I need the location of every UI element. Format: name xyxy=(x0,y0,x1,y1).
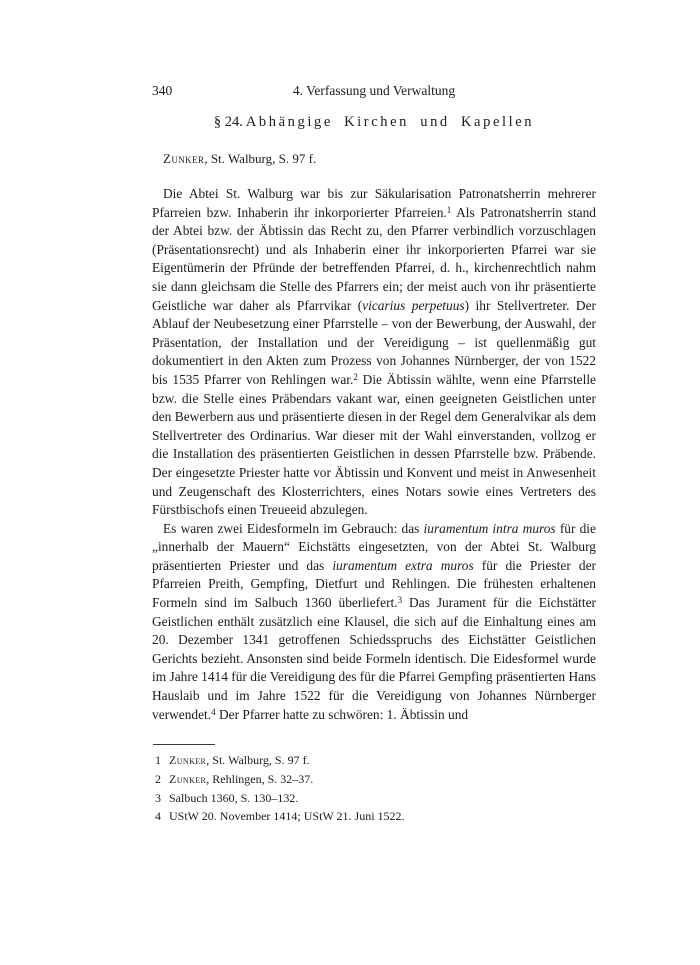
footnote-number: 3 xyxy=(155,790,161,805)
footnote-3 xyxy=(152,789,596,808)
footnote-number: 1 xyxy=(155,753,161,767)
body-paragraph-1: Die Abtei St. Walburg war bis zur Säkularisation Patronatsherrin mehrerer Pfarreien bzw. Inhaberin ihr inkorporierter Pfarreien.$^1$ Als Patronatsherrin stand der Abtei bzw. der Äbtissin das Recht zu, den Pfarrer verbindlich vorzuschlagen (Präsentationsrecht) und als Inhaberin einer ihr inkorporierten Pfarrei war sie Eigentümerin der Pfründe der betreffenden Pfarrei, d. h., kirchenrechtlich nahm sie dann gleichsam die Stelle des Pfarrers ein; der meist auch von ihr präsentierte Geistliche war daher als Pfarrvikar (vicarius perpetuus) ihr Stellvertreter. Der Ablauf der Neubesetzung einer Pfarrstelle – von der Bewerbung, der Auswahl, der Präsentation, der Installation und der Vereidigung – ist quellenmäßig gut dokumentiert in den Akten zum Prozess von Johannes Nürnberger, der von 1522 bis 1535 Pfarrer von Rehlingen war.$^2$ Die Äbtissin wählte, wenn eine Pfarrstelle bzw. die Stelle eines Präbendars vakant war, einen geeigneten Geistlichen unter den Bewerbern aus und präsentierte diesen in der Regel dem Generalvikar als dem Stellvertreter des Ordinarius. War dieser mit der Wahl einverstanden, vollzog er die Installation des präsentierten Geistlichen in dessen Pfarrstelle bzw. Präbende. Der eingesetzte Priester hatte vor Äbtissin und Konvent und meist in Anwesenheit und Zeugenschaft des Klosterrichters, eines Notars sowie eines Vertreters des Fürstbischofs einen Treueeid abzulegen. xyxy=(152,186,596,518)
footnote-number: 2 xyxy=(155,771,161,786)
footnote-rule xyxy=(153,744,215,745)
footnote-text: Zunker, Rehlingen, S. 32–37. xyxy=(169,771,314,786)
footnote-number: 4 xyxy=(155,809,161,824)
footnote-text: Zunker, St. Walburg, S. 97 f. xyxy=(169,753,310,767)
running-title: 4. Verfassung und Verwaltung xyxy=(292,83,456,98)
section-heading xyxy=(152,114,596,131)
reference-line: Zunker, St. Walburg, S. 97 f. xyxy=(163,151,317,166)
page-content xyxy=(152,0,596,965)
section-title: Abhängige Kirchen und Kapellen xyxy=(245,114,535,130)
body-text xyxy=(152,185,596,748)
body-paragraph-2: Es waren zwei Eidesformeln im Gebrauch: das iuramentum intra muros für die „innerhalb der Mauern“ Eichstätts eingesetzten, von der Abtei St. Walburg präsentierten Priester und das iuramentum extra muros für die Priester der Pfarreien Preith, Gempfing, Dietfurt und Rehlingen. Die frühesten erhaltenen Formeln sind im Salbuch 1360 überliefert.$^3$ Das Jurament für die Eichstätter Geistlichen enthält zusätzlich eine Klausel, die sich auf die Einhaltung eines am 20. Dezember 1341 getroffenen Schiedsspruchs des Eichstätter Geistlichen Gerichts bezieht. Ansonsten sind beide Formeln identisch. Die Eidesformel wurde im Jahre 1414 für die Vereidigung des für die Pfarrei Gempfing präsentierten Hans Hauslaib und im Jahre 1522 für die Vereidigung von Johannes Nürnberger verwendet.$^4$ Der Pfarrer hatte zu schwören: 1. Äbtissin und xyxy=(152,520,596,722)
page-header xyxy=(152,83,596,100)
footnotes-section xyxy=(152,744,596,826)
section-number: § 24. xyxy=(213,114,243,130)
footnote-text: UStW 20. November 1414; UStW 21. Juni 1522. xyxy=(169,809,405,824)
page-number: 340 xyxy=(152,83,173,98)
footnote-1 xyxy=(152,751,596,770)
footnote-text: Salbuch 1360, S. 130–132. xyxy=(169,790,299,805)
footnote-4 xyxy=(152,807,596,826)
footnote-2 xyxy=(152,770,596,789)
